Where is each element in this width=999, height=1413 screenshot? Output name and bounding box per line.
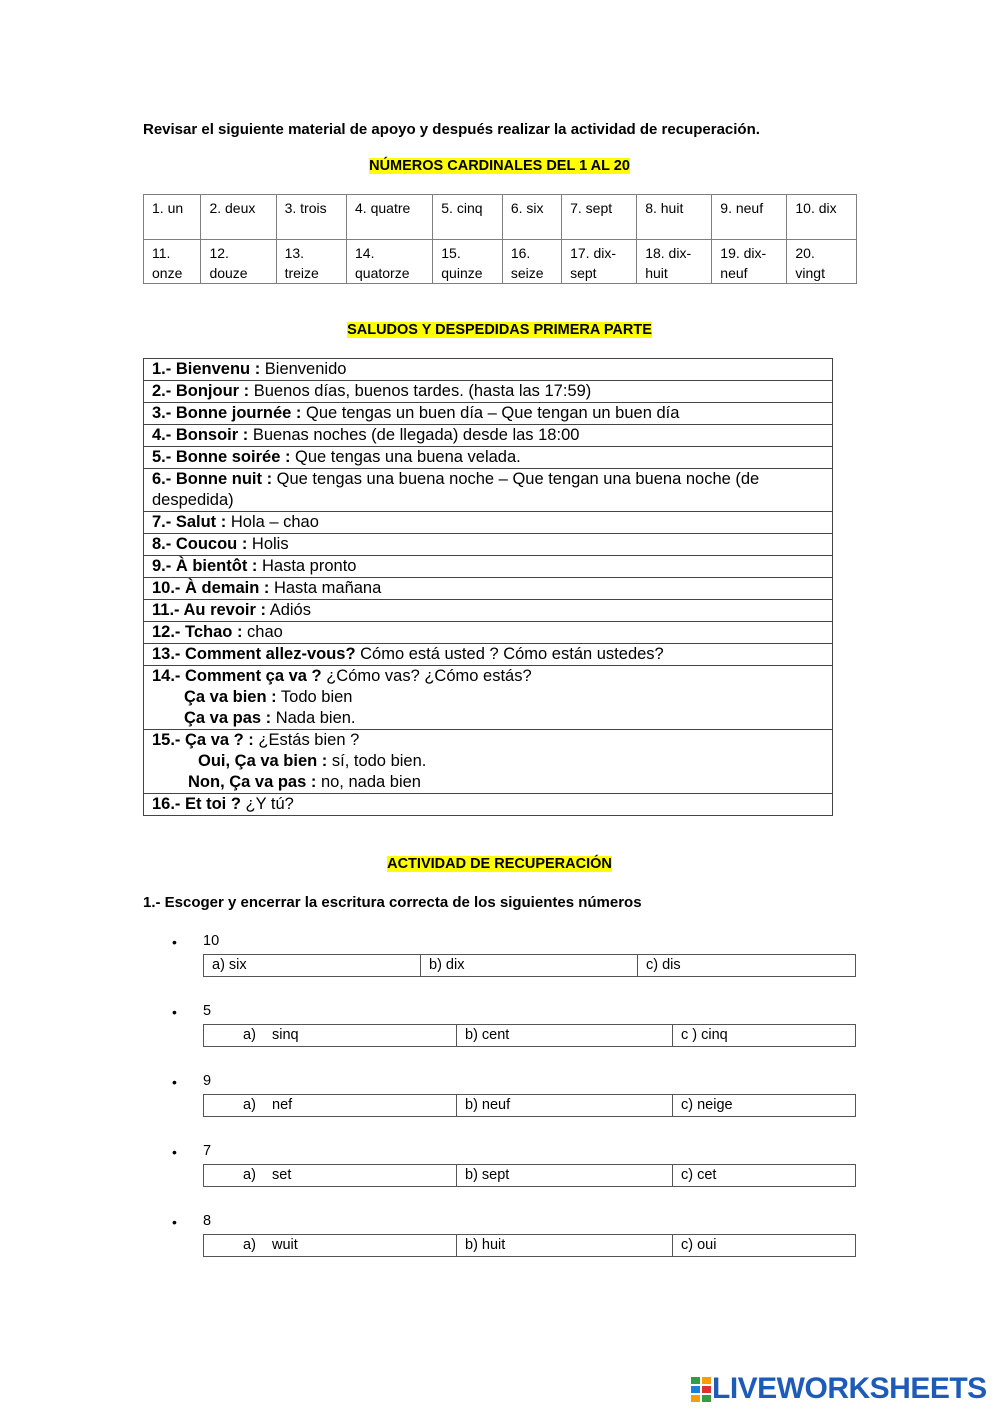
option-a[interactable]: a) nef	[204, 1095, 457, 1117]
option-b[interactable]: b) neuf	[457, 1095, 673, 1117]
number-cell: 8. huit	[637, 195, 712, 240]
greeting-row: 14.- Comment ça va ? ¿Cómo vas? ¿Cómo estás? Ça va bien : Todo bien Ça va pas : Nada bien.	[144, 666, 833, 730]
number-cell: 20. vingt	[787, 240, 857, 284]
number-cell: 14. quatorze	[347, 240, 433, 284]
option-a[interactable]: a) six	[204, 955, 421, 977]
bullet-icon: •	[172, 1074, 177, 1090]
option-c[interactable]: c ) cinq	[673, 1025, 856, 1047]
options-table	[203, 1094, 856, 1117]
greeting-row: 2.- Bonjour : Buenos días, buenos tardes. (hasta las 17:59)	[144, 381, 833, 403]
option-c[interactable]: c) cet	[673, 1165, 856, 1187]
activity-heading: ACTIVIDAD DE RECUPERACIÓN	[387, 856, 612, 872]
option-c[interactable]: c) neige	[673, 1095, 856, 1117]
greetings-heading: SALUDOS Y DESPEDIDAS PRIMERA PARTE	[347, 322, 652, 338]
options-table	[203, 1024, 856, 1047]
question-number: 7	[203, 1143, 212, 1159]
greeting-row: 12.- Tchao : chao	[144, 622, 833, 644]
option-a[interactable]: a) sinq	[204, 1025, 457, 1047]
greeting-row: 4.- Bonsoir : Buenas noches (de llegada) desde las 18:00	[144, 425, 833, 447]
liveworksheets-logo	[690, 1373, 987, 1405]
option-b[interactable]: b) dix	[421, 955, 638, 977]
intro-text: Revisar el siguiente material de apoyo y después realizar la actividad de recuperación.	[143, 121, 760, 138]
number-cell: 17. dix- sept	[562, 240, 637, 284]
logo-mark-icon	[690, 1375, 712, 1403]
option-c[interactable]: c) dis	[638, 955, 856, 977]
question-1: 1.- Escoger y encerrar la escritura correcta de los siguientes números	[143, 894, 642, 911]
numbers-heading: NÚMEROS CARDINALES DEL 1 AL 20	[369, 158, 630, 174]
greeting-row: 8.- Coucou : Holis	[144, 534, 833, 556]
greeting-row: 5.- Bonne soirée : Que tengas una buena velada.	[144, 447, 833, 469]
greeting-row: 6.- Bonne nuit : Que tengas una buena noche – Que tengan una buena noche (de despedida)	[144, 469, 833, 512]
options-table	[203, 954, 856, 977]
question-number: 5	[203, 1003, 212, 1019]
number-cell: 12. douze	[201, 240, 276, 284]
question-number: 10	[203, 933, 220, 949]
option-a[interactable]: a) set	[204, 1165, 457, 1187]
number-cell: 19. dix- neuf	[712, 240, 787, 284]
number-cell: 6. six	[502, 195, 561, 240]
question-number: 8	[203, 1213, 212, 1229]
logo-text: LIVEWORKSHEETS	[712, 1372, 987, 1405]
number-cell: 10. dix	[787, 195, 857, 240]
greeting-row: 10.- À demain : Hasta mañana	[144, 578, 833, 600]
greeting-row: 16.- Et toi ? ¿Y tú?	[144, 794, 833, 816]
number-cell: 7. sept	[562, 195, 637, 240]
greeting-row: 3.- Bonne journée : Que tengas un buen día – Que tengan un buen día	[144, 403, 833, 425]
greeting-row: 15.- Ça va ? : ¿Estás bien ? Oui, Ça va bien : sí, todo bien. Non, Ça va pas : no, nada bien	[144, 730, 833, 794]
question-number: 9	[203, 1073, 212, 1089]
number-cell: 1. un	[144, 195, 201, 240]
number-cell: 16. seize	[502, 240, 561, 284]
number-cell: 13. treize	[276, 240, 346, 284]
bullet-icon: •	[172, 1214, 177, 1230]
greeting-row: 1.- Bienvenu : Bienvenido	[144, 359, 833, 381]
number-cell: 15. quinze	[433, 240, 503, 284]
greeting-row: 13.- Comment allez-vous? Cómo está usted ? Cómo están ustedes?	[144, 644, 833, 666]
bullet-icon: •	[172, 1004, 177, 1020]
greeting-row: 11.- Au revoir : Adiós	[144, 600, 833, 622]
greetings-table	[143, 358, 833, 816]
bullet-icon: •	[172, 1144, 177, 1160]
number-cell: 2. deux	[201, 195, 276, 240]
option-b[interactable]: b) cent	[457, 1025, 673, 1047]
greeting-row: 7.- Salut : Hola – chao	[144, 512, 833, 534]
option-a[interactable]: a) wuit	[204, 1235, 457, 1257]
options-table	[203, 1234, 856, 1257]
option-b[interactable]: b) huit	[457, 1235, 673, 1257]
options-table	[203, 1164, 856, 1187]
number-cell: 9. neuf	[712, 195, 787, 240]
greeting-row: 9.- À bientôt : Hasta pronto	[144, 556, 833, 578]
option-b[interactable]: b) sept	[457, 1165, 673, 1187]
bullet-icon: •	[172, 934, 177, 950]
number-cell: 3. trois	[276, 195, 346, 240]
number-cell: 11. onze	[144, 240, 201, 284]
number-cell: 18. dix- huit	[637, 240, 712, 284]
option-c[interactable]: c) oui	[673, 1235, 856, 1257]
number-cell: 5. cinq	[433, 195, 503, 240]
number-cell: 4. quatre	[347, 195, 433, 240]
numbers-table	[143, 194, 857, 284]
